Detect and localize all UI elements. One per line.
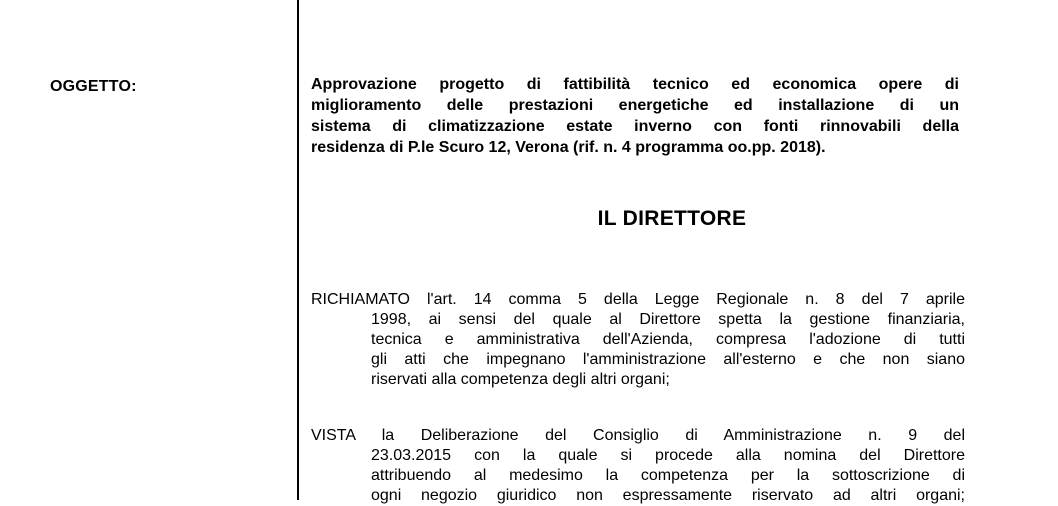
paragraph-line: ogni negozio giuridico non espressamente riservato ad altri organi; <box>371 487 965 504</box>
column-divider <box>297 0 299 500</box>
paragraph-line: 1998, ai sensi del quale al Direttore spetta la gestione finanziaria, <box>371 311 965 328</box>
subject-label: OGGETTO: <box>50 78 137 95</box>
paragraph-line: tecnica e amministrativa dell'Azienda, compresa l'adozione di tutti <box>371 331 965 348</box>
subject-line: miglioramento delle prestazioni energetiche ed installazione di un <box>311 97 959 114</box>
subject-line: residenza di P.le Scuro 12, Verona (rif. n. 4 programma oo.pp. 2018). <box>311 139 826 156</box>
subject-line: Approvazione progetto di fattibilità tecnico ed economica opere di <box>311 76 959 93</box>
paragraph-line: riservati alla competenza degli altri organi; <box>371 371 670 388</box>
subject-line: sistema di climatizzazione estate inverno con fonti rinnovabili della <box>311 118 959 135</box>
paragraph-line: RICHIAMATO l'art. 14 comma 5 della Legge Regionale n. 8 del 7 aprile <box>311 291 965 308</box>
paragraph-indent-block <box>311 310 965 390</box>
paragraph-line: VISTA la Deliberazione del Consiglio di Amministrazione n. 9 del <box>311 427 965 444</box>
paragraph-line: gli atti che impegnano l'amministrazione all'esterno e che non siano <box>371 351 965 368</box>
section-heading: IL DIRETTORE <box>597 207 747 230</box>
paragraph-indent-block <box>311 446 965 506</box>
subject-text <box>311 74 959 158</box>
paragraph-line: attribuendo al medesimo la competenza per la sottoscrizione di <box>371 467 965 484</box>
paragraph-vista <box>311 426 965 506</box>
paragraph-richiamato <box>311 290 965 390</box>
paragraph-line: 23.03.2015 con la quale si procede alla nomina del Direttore <box>371 447 965 464</box>
